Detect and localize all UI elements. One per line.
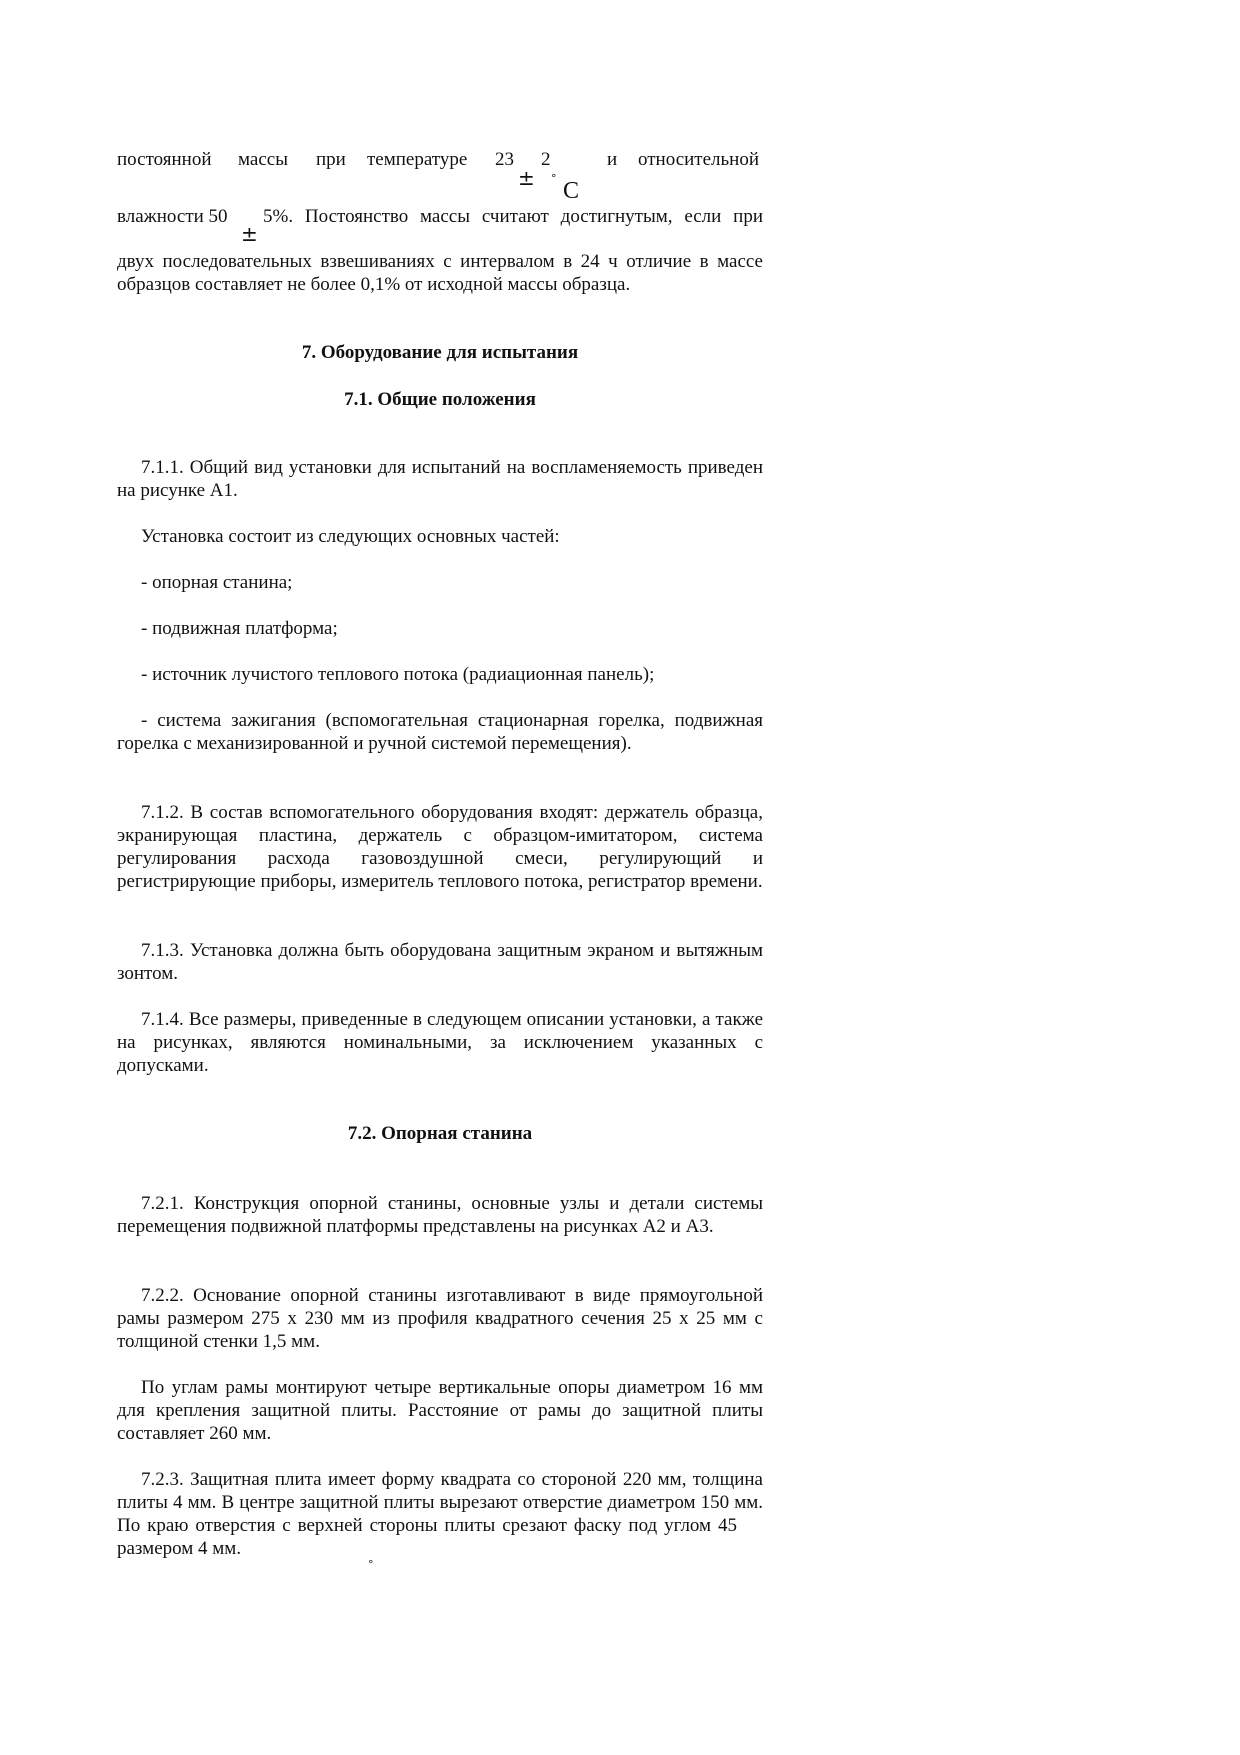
- paragraph-7-2-2: [117, 1284, 763, 1353]
- degree-symbol-angle: °: [368, 1558, 374, 1571]
- paragraph-7-1-2: [117, 801, 763, 893]
- intro-word-1: постоянной: [117, 149, 212, 170]
- intro-word-4: температуре: [367, 149, 468, 170]
- list-item: [117, 617, 763, 640]
- paragraph-7-2-3-main: 7.2.3. Защитная плита имеет форму квадрата со стороной 220 мм, толщина плиты 4 мм. В центре защитной плиты вырезают отверстие диаметром 150 мм. По краю отверстия с верхней стороны плиты срезают фаску под углом 45: [117, 1469, 763, 1536]
- list-item: [117, 709, 763, 755]
- paragraph-7-2-2b: [117, 1376, 763, 1445]
- paragraph-7-2-1: [117, 1192, 763, 1238]
- list-item-text: - источник лучистого теплового потока (радиационная панель);: [141, 664, 655, 685]
- intro-number-23: 23: [495, 149, 514, 170]
- intro-line-2-end: 5%. Постоянство массы считают достигнутым, если при: [263, 206, 763, 227]
- intro-rest-text: двух последовательных взвешиваниях с интервалом в 24 ч отличие в массе образцов составляет не более 0,1% от исходной массы образца.: [117, 251, 763, 295]
- section-7-2-title: 7.2. Опорная станина: [347, 1123, 533, 1144]
- paragraph-7-1-2-text: 7.1.2. В состав вспомогательного оборудования входят: держатель образца, экранирующая пластина, держатель с образцом-имитатором, система регулирования расхода газовоздушной смеси, регулирующий и регистрирующие приборы, измеритель теплового потока, регистратор времени.: [117, 802, 763, 892]
- intro-rest: [117, 250, 763, 296]
- paragraph-7-1-4-text: 7.1.4. Все размеры, приведенные в следующем описании установки, а также на рисунках, являются номинальными, за исключением указанных с допусками.: [117, 1009, 763, 1076]
- list-item: [117, 663, 763, 686]
- paragraph-parts-intro: [117, 525, 763, 548]
- intro-line-1: [117, 148, 763, 172]
- paragraph-7-2-2b-text: По углам рамы монтируют четыре вертикальные опоры диаметром 16 мм для крепления защитной плиты. Расстояние от рамы до защитной плиты составляет 260 мм.: [117, 1377, 763, 1444]
- intro-word-2: массы: [238, 149, 288, 170]
- section-7-title: 7. Оборудование для испытания: [301, 342, 579, 363]
- list-item-text: - система зажигания (вспомогательная стационарная горелка, подвижная горелка с механизированной и ручной системой перемещения).: [117, 710, 763, 754]
- intro-number-2: 2: [541, 149, 551, 170]
- paragraph-7-2-3-text: [117, 1468, 763, 1560]
- intro-line-2: [117, 205, 763, 229]
- section-7-1-title: 7.1. Общие положения: [344, 389, 536, 410]
- paragraph-7-1-1-text: 7.1.1. Общий вид установки для испытаний на воспламеняемость приведен на рисунке А1.: [117, 457, 763, 501]
- intro-word-and: и: [607, 149, 618, 170]
- plus-minus-symbol-2: ±: [241, 222, 258, 246]
- degree-symbol: °: [551, 172, 557, 185]
- list-item-text: - подвижная платформа;: [141, 618, 338, 639]
- list-item-text: - опорная станина;: [141, 572, 293, 593]
- intro-humidity: влажности 50: [117, 206, 228, 227]
- list-item: [117, 571, 763, 594]
- paragraph-7-2-1-text: 7.2.1. Конструкция опорной станины, основные узлы и детали системы перемещения подвижной платформы представлены на рисунках А2 и А3.: [117, 1193, 763, 1237]
- paragraph-parts-intro-text: Установка состоит из следующих основных частей:: [141, 526, 560, 547]
- paragraph-7-2-2-text: 7.2.2. Основание опорной станины изготавливают в виде прямоугольной рамы размером 275 x 230 мм из профиля квадратного сечения 25 x 25 мм с толщиной стенки 1,5 мм.: [117, 1285, 763, 1352]
- intro-word-3: при: [316, 149, 346, 170]
- paragraph-7-2-3-end: размером 4 мм.: [117, 1538, 242, 1559]
- paragraph-7-1-4: [117, 1008, 763, 1077]
- celsius-symbol: С: [563, 178, 580, 204]
- plus-minus-symbol: ±: [518, 166, 535, 190]
- paragraph-7-1-3-text: 7.1.3. Установка должна быть оборудована защитным экраном и вытяжным зонтом.: [117, 940, 763, 984]
- paragraph-7-1-1: [117, 456, 763, 502]
- paragraph-7-2-3: [117, 1468, 763, 1560]
- intro-word-relative: относительной: [638, 149, 760, 170]
- paragraph-7-1-3: [117, 939, 763, 985]
